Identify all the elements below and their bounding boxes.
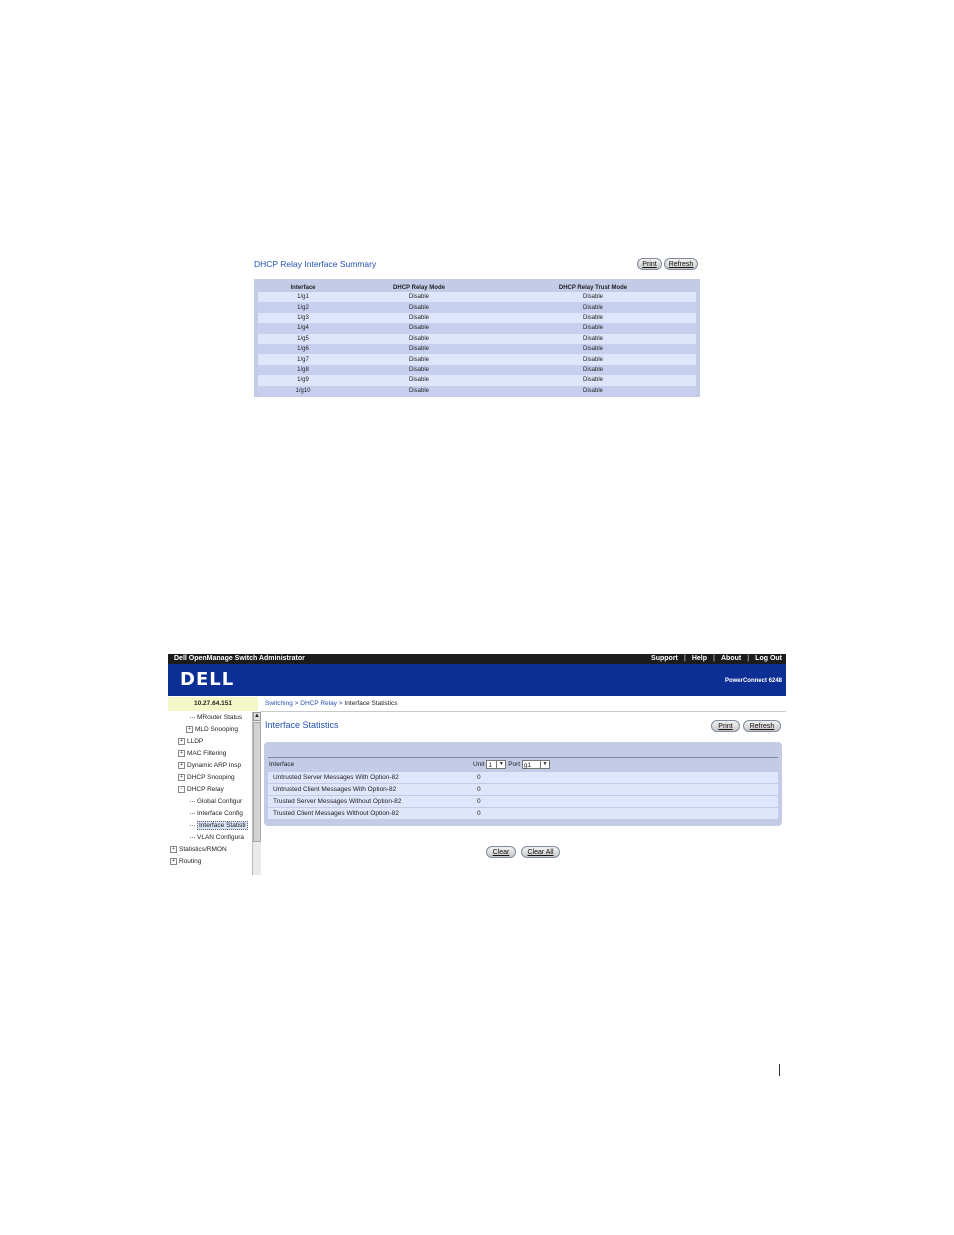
top-bar [168, 654, 786, 664]
table-cell: Disable [348, 354, 490, 364]
tree-connector [190, 801, 195, 802]
table-cell: Disable [490, 323, 696, 333]
stat-value: 0 [477, 774, 481, 781]
expand-icon[interactable]: + [178, 738, 185, 745]
tree-item-dhcp-relay[interactable] [178, 784, 224, 795]
expand-icon[interactable]: + [186, 726, 193, 733]
table-row [258, 365, 696, 375]
breadcrumb-current: Interface Statistics [344, 700, 398, 707]
tree-item-mld-snooping[interactable] [186, 724, 238, 735]
table-cell: Disable [348, 386, 490, 396]
interface-summary-panel [254, 256, 700, 400]
tree-connector [190, 717, 195, 718]
table-cell: Disable [490, 344, 696, 354]
tree-connector [190, 837, 195, 838]
tree-item-label: MRouter Status [197, 714, 243, 721]
unit-select[interactable] [486, 760, 506, 769]
tree-item-label: VLAN Configura [197, 834, 244, 841]
tree-item-label: Global Configur [197, 798, 243, 805]
tree-item-label: MAC Filtering [187, 750, 227, 757]
tree-item-label: Interface Statisti [199, 822, 246, 829]
table-cell: 1/g8 [258, 365, 348, 375]
header-banner [168, 664, 786, 696]
help-link[interactable]: Help [691, 655, 708, 662]
port-label: Port [508, 761, 521, 768]
device-ip: 10.27.64.151 [168, 697, 258, 711]
summary-table [258, 283, 696, 396]
tree-item-mac-filtering[interactable] [178, 748, 226, 759]
table-cell: 1/g7 [258, 354, 348, 364]
table-cell: 1/g3 [258, 313, 348, 323]
table-cell: Disable [348, 365, 490, 375]
tree-item-label: LLDP [187, 738, 204, 745]
table-cell: Disable [348, 323, 490, 333]
support-link[interactable]: Support [651, 655, 678, 662]
table-cell: Disable [490, 302, 696, 312]
table-cell: Disable [490, 375, 696, 385]
switch-admin-window [168, 654, 786, 875]
chevron-down-icon[interactable]: ▼ [496, 761, 505, 768]
table-cell: 1/g9 [258, 375, 348, 385]
summary-print-button[interactable]: Print [637, 258, 662, 270]
table-cell: 1/g2 [258, 302, 348, 312]
table-cell: Disable [490, 386, 696, 396]
tree-item-statistics-rmon[interactable] [170, 844, 227, 855]
chevron-down-icon[interactable]: ▼ [540, 761, 549, 768]
expand-icon[interactable]: + [170, 858, 177, 865]
tree-item-lldp[interactable] [178, 736, 203, 747]
table-cell: Disable [348, 292, 490, 302]
stat-value: 0 [477, 798, 481, 805]
tree-item-dynamic-arp[interactable] [178, 760, 241, 771]
about-link[interactable]: About [720, 655, 742, 662]
top-links: Support | Help | About | Log Out [651, 655, 782, 662]
table-cell: 1/g5 [258, 334, 348, 344]
table-cell: Disable [490, 313, 696, 323]
breadcrumb [265, 700, 398, 707]
tree-item-label: DHCP Relay [187, 786, 224, 793]
table-row [258, 344, 696, 354]
navigation-tree [168, 712, 252, 875]
summary-refresh-button[interactable]: Refresh [664, 258, 698, 270]
interface-selectors [473, 759, 550, 770]
table-row [258, 292, 696, 302]
table-cell: Disable [348, 302, 490, 312]
tree-item-interface-statistics[interactable] [190, 820, 248, 831]
table-cell: Disable [490, 365, 696, 375]
table-cell: 1/g6 [258, 344, 348, 354]
print-button[interactable]: Print [711, 720, 740, 732]
expand-icon[interactable]: + [178, 750, 185, 757]
table-row [258, 334, 696, 344]
logout-link[interactable]: Log Out [755, 655, 782, 662]
table-row [258, 375, 696, 385]
port-select[interactable] [522, 760, 550, 769]
port-value: g1 [523, 761, 532, 769]
tree-connector [190, 813, 195, 814]
table-cell: Disable [490, 334, 696, 344]
tree-scrollbar[interactable] [252, 712, 261, 875]
column-header-relay-mode: DHCP Relay Mode [393, 284, 445, 291]
dell-logo: DELL [180, 669, 235, 690]
stat-value: 0 [477, 810, 481, 817]
stat-label: Untrusted Server Messages With Option-82 [273, 774, 399, 781]
breadcrumb-separator: > [338, 700, 343, 707]
tree-item-interface-config[interactable] [190, 808, 243, 819]
table-cell: Disable [348, 344, 490, 354]
column-header-trust-mode: DHCP Relay Trust Mode [558, 284, 628, 291]
table-row [258, 313, 696, 323]
scroll-thumb[interactable] [253, 722, 261, 842]
table-cell: Disable [348, 334, 490, 344]
table-cell: Disable [348, 313, 490, 323]
tree-item-dhcp-snooping[interactable] [178, 772, 235, 783]
stat-row [268, 772, 778, 783]
stat-label: Trusted Client Messages Without Option-82 [273, 810, 399, 817]
table-cell: 1/g10 [258, 386, 348, 396]
breadcrumb-dhcp-relay[interactable]: DHCP Relay [300, 700, 337, 707]
app-name: Dell OpenManage Switch Administrator [174, 655, 305, 662]
product-name: PowerConnect 6248 [724, 678, 782, 684]
tree-item-global-config[interactable] [190, 796, 242, 807]
tree-item-vlan-config[interactable] [190, 832, 244, 843]
expand-icon[interactable]: + [170, 846, 177, 853]
table-cell: 1/g1 [258, 292, 348, 302]
table-cell: Disable [490, 292, 696, 302]
stat-label: Trusted Server Messages Without Option-82 [273, 798, 402, 805]
refresh-button[interactable]: Refresh [743, 720, 781, 732]
collapse-icon[interactable]: - [178, 786, 185, 793]
stat-value: 0 [477, 786, 481, 793]
stat-row [268, 808, 778, 819]
stat-row [268, 784, 778, 795]
expand-icon[interactable]: + [178, 762, 185, 769]
unit-label: Unit [473, 761, 485, 768]
table-row [258, 323, 696, 333]
clear-button[interactable]: Clear [486, 846, 516, 858]
breadcrumb-switching[interactable]: Switching [265, 700, 293, 707]
expand-icon[interactable]: + [178, 774, 185, 781]
table-row [258, 354, 696, 364]
page-margin-mark [779, 1064, 780, 1076]
unit-value: 1 [488, 761, 492, 769]
interface-label: Interface [269, 761, 295, 768]
header-divider [260, 711, 786, 712]
statistics-panel [264, 742, 782, 826]
tree-item-routing[interactable] [170, 856, 201, 867]
breadcrumb-separator: > [294, 700, 299, 707]
scroll-up-icon[interactable]: ▲ [254, 713, 260, 719]
page-title: Interface Statistics [265, 720, 339, 730]
table-row [258, 302, 696, 312]
clear-all-button[interactable]: Clear All [521, 846, 560, 858]
table-cell: Disable [348, 375, 490, 385]
summary-table-container [254, 279, 700, 397]
tree-item-label: Statistics/RMON [179, 846, 227, 853]
column-header-interface: Interface [290, 284, 316, 291]
table-row [258, 386, 696, 396]
tree-connector [190, 825, 195, 826]
tree-item-label: Routing [179, 858, 202, 865]
interface-selector-row [268, 759, 778, 770]
tree-item-label: Interface Config [197, 810, 243, 817]
tree-item-label: MLD Snooping [195, 726, 238, 733]
tree-item-mrouter-status[interactable] [190, 712, 242, 723]
table-cell: 1/g4 [258, 323, 348, 333]
stat-row [268, 796, 778, 807]
stat-label: Untrusted Client Messages With Option-82 [273, 786, 397, 793]
summary-title: DHCP Relay Interface Summary [254, 259, 377, 269]
tree-item-label: DHCP Snooping [187, 774, 235, 781]
panel-divider [268, 757, 778, 758]
table-cell: Disable [490, 354, 696, 364]
tree-item-label: Dynamic ARP Insp [187, 762, 242, 769]
